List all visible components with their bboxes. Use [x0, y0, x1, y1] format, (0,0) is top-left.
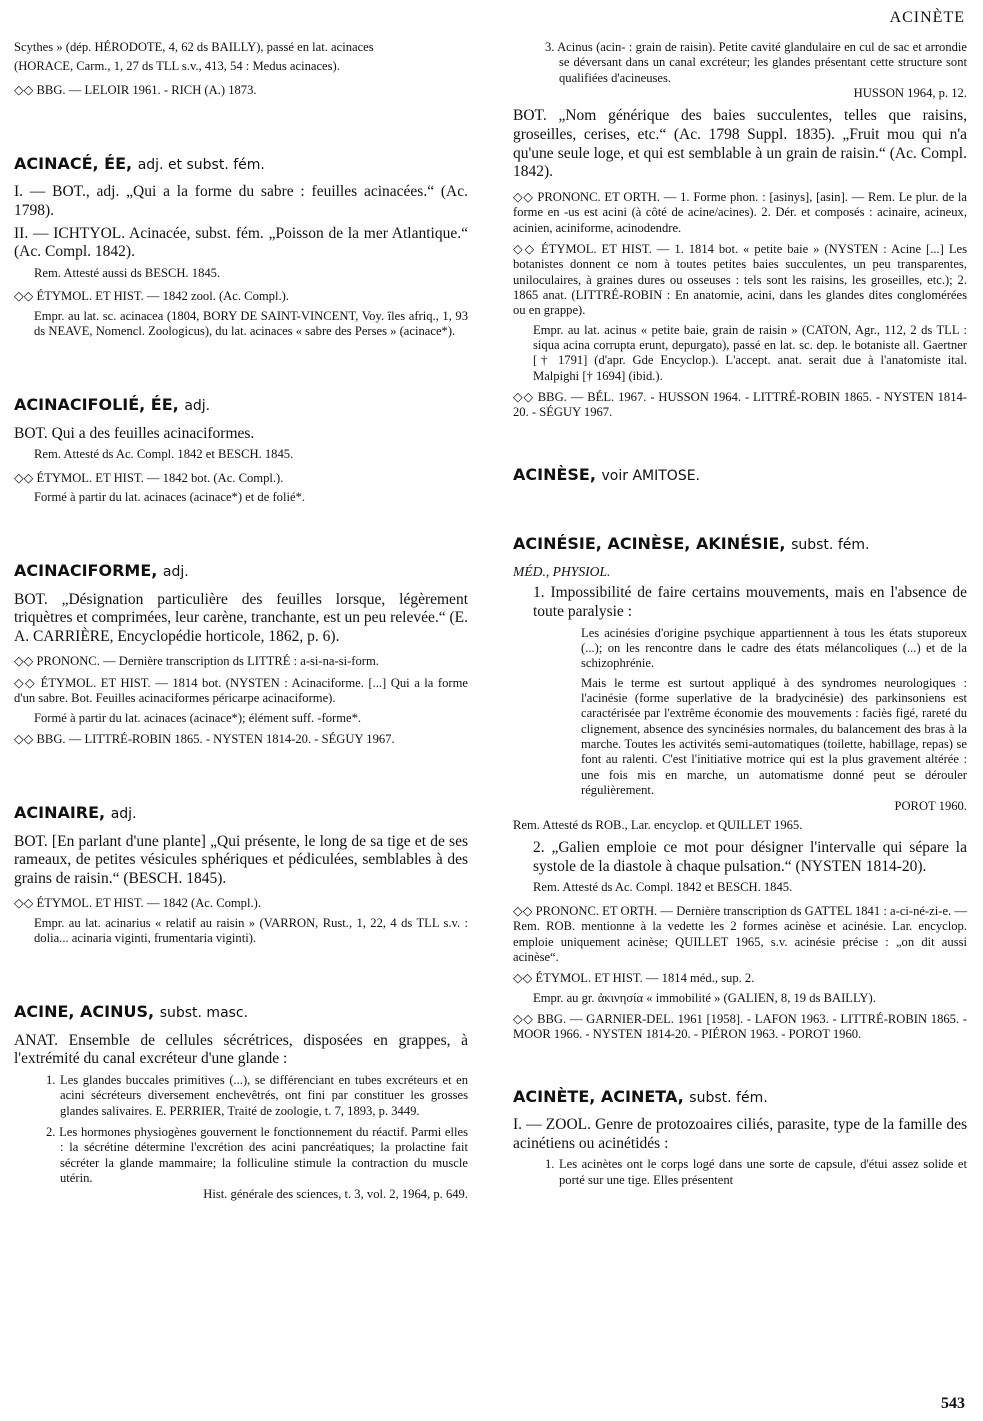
headword: ACINACIFORME, [14, 561, 158, 581]
paragraph: Scythes » (dép. HÉRODOTE, 4, 62 ds BAILLY), passé en lat. acinaces [14, 40, 374, 54]
grammar-label: subst. fém. [689, 1089, 768, 1106]
grammar-label: subst. masc. [159, 1005, 249, 1022]
etymology: ◇◇ ÉTYMOL. ET HIST. — 1. 1814 bot. « petite baie » (NYSTEN : Acine [...] Les botanistes donnent ce nom à toutes petites baies succulentes, un peu transparentes, uniloculaires, à graines dures ou osseuses : tels sont les raisins, les groseilles, etc.); 2. 1865 anat. (LITTRÉ-ROBIN : En anatomie, acini, dans les glandes dites conglomérées ou en grappe). [513, 241, 967, 318]
citation-source: POROT 1960. [894, 798, 967, 813]
definition: I. — BOT., adj. „Qui a la forme du sabre : feuilles acinacées.“ (Ac. 1798). [14, 183, 468, 220]
definition: BOT. „Nom générique des baies succulentes, telles que raisins, groseilles, cerises, etc.“ (Ac. 1798 Suppl. 1835). „Fruit mou qui n'a qu'une seule loge, et qui est semblable à un grain de raisin.“ (Ac. Compl. 1842). [513, 107, 967, 181]
entry-headword [513, 534, 967, 554]
bibliography: ◇◇ BBG. — GARNIER-DEL. 1961 [1958]. - LAFON 1963. - LITTRÉ-ROBIN 1865. - MOOR 1966. - NYSTEN 1814-20. - PIÉRON 1963. - POROT 1960. [513, 1011, 967, 1042]
definition: I. — ZOOL. Genre de protozoaires ciliés, parasite, type de la famille des acinétiens ou acinétidés : [513, 1116, 967, 1152]
entry-headword [14, 395, 468, 415]
definition: 2. „Galien emploie ce mot pour désigner l'intervalle qui sépare la systole de la diastole à chaque pulsation.“ (NYSTEN 1814-20). [533, 839, 967, 875]
citation: 3. Acinus (acin- : grain de raisin). Petite cavité glandulaire en cul de sac et arrondie se déversant dans un canal excréteur; les glandes présentant cette structure sont qualifiées d'acineuses. [545, 40, 967, 85]
headword: ACINE, ACINUS, [14, 1002, 155, 1022]
entry-headword [14, 1002, 468, 1022]
headword: ACINÈSE, [513, 464, 596, 484]
entry-headword [513, 1087, 967, 1107]
citation-source: HUSSON 1964, p. 12. [853, 86, 967, 101]
citation: 1. Les acinètes ont le corps logé dans une sorte de capsule, d'étui assez solide et porté sur une tige. Elles présentent [545, 1157, 967, 1187]
page-number: 543 [941, 1395, 965, 1412]
cross-reference: voir AMITOSE. [601, 467, 701, 484]
etymology: ◇◇ ÉTYMOL. ET HIST. — 1842 zool. (Ac. Compl.). [14, 289, 289, 304]
remark: Rem. Attesté aussi ds BESCH. 1845. [34, 265, 221, 280]
grammar-label: adj. et subst. fém. [137, 157, 265, 174]
headword: ACINÉSIE, ACINÈSE, AKINÉSIE, [513, 534, 786, 554]
definition: II. — ICHTYOL. Acinacée, subst. fém. „Poisson de la mer Atlantique.“ (Ac. Compl. 1842). [14, 224, 468, 261]
citation: 1. Les glandes buccales primitives (...), se différenciant en tubes excréteurs et en acini sécréteurs diversement enchevêtrés, ont fini par constituer les grosses glandes salivaires. E. PERRIER, Traité de zoologie, t. 7, 1893, p. 3449. [46, 1072, 468, 1118]
etymology-body: Empr. au gr. ἀκινησία « immobilité » (GALIEN, 8, 19 ds BAILLY). [533, 990, 876, 1005]
left-column [14, 40, 468, 1208]
etymology-body: Formé à partir du lat. acinaces (acinace*); élément suff. -forme*. [34, 710, 362, 725]
etymology: ◇◇ ÉTYMOL. ET HIST. — 1814 bot. (NYSTEN : Acinaciforme. [...] Qui a la forme d'un sabre. Bot. Feuilles acinaciformes péricarpe acinaciforme). [14, 675, 468, 706]
grammar-label: adj. [184, 398, 211, 415]
grammar-label: subst. fém. [791, 537, 870, 554]
etymology: ◇◇ ÉTYMOL. ET HIST. — 1842 (Ac. Compl.). [14, 896, 261, 911]
pronunciation: ◇◇ PRONONC. ET ORTH. — Dernière transcription ds GATTEL 1841 : a-ci-né-zi-e. — Rem. ROB. mentionne à la vedette les 2 formes acinèse et acinésie. Lar. encyclop. emploie uniquement acinèse; QUILLET 1965, s.v. acinésie précise : „on dit aussi acinèse“. [513, 903, 967, 964]
etymology: ◇◇ ÉTYMOL. ET HIST. — 1814 méd., sup. 2. [513, 971, 755, 986]
citation: Mais le terme est surtout appliqué à des syndromes neurologiques : l'acinésie (forme superlative de la bradycinésie) des parkinsoniens est caractérisée par l'extrême économie des mouvements : faciès figé, rareté du clignement, absence des syncinésies normales, du balancement des bras à la marche. Toutes les activités semi-automatiques (toilette, habillage, repas) se font au ralenti. C'est l'initiative motrice qui est la plus gravement altérée : une fois mis en marche, un automatisme donné peut se dérouler régulièrement. [581, 675, 967, 798]
pronunciation: ◇◇ PRONONC. — Dernière transcription ds LITTRÉ : a-si-na-si-form. [14, 654, 379, 669]
bibliography: ◇◇ BBG. — BÉL. 1967. - HUSSON 1964. - LITTRÉ-ROBIN 1865. - NYSTEN 1814-20. - SÉGUY 1967. [513, 390, 967, 420]
bibliography: ◇◇ BBG. — LELOIR 1961. - RICH (A.) 1873. [14, 82, 257, 97]
etymology-body: Formé à partir du lat. acinaces (acinace*) et de folié*. [34, 489, 305, 504]
citation: 2. Les hormones physiogènes gouvernent le fonctionnement du réactif. Parmi elles : la sécrétine détermine l'excrétion des acini pancréatiques; la prolactine fait sécréter la glande mammaire; la folliculine stimule la contraction du muscle utérin. [46, 1125, 468, 1186]
citation-source: Hist. générale des sciences, t. 3, vol. 2, 1964, p. 649. [203, 1186, 468, 1201]
entry-headword [14, 561, 468, 581]
etymology-body: Empr. au lat. acinarius « relatif au raisin » (VARRON, Rust., 1, 22, 4 ds TLL s.v. : dolia... acinaria viginti, frumentaria viginti). [34, 915, 468, 946]
headword: ACINAIRE, [14, 803, 106, 823]
entry-headword [14, 154, 468, 174]
grammar-label: adj. [162, 564, 189, 581]
headword: ACINACÉ, ÉE, [14, 154, 133, 174]
definition: ANAT. Ensemble de cellules sécrétrices, disposées en grappes, à l'extrémité du canal excréteur d'une glande : [14, 1031, 468, 1068]
headword: ACINÈTE, ACINETA, [513, 1086, 684, 1106]
definition: BOT. Qui a des feuilles acinaciformes. [14, 424, 255, 442]
pronunciation: ◇◇ PRONONC. ET ORTH. — 1. Forme phon. : [asinys], [asin]. — Rem. Le plur. de la forme en -us est acini (à côté de acine/acines). 2. Dér. et composés : acinaire, acineux, acinien, aciniforme, acinodendre. [513, 189, 967, 235]
etymology-body: Empr. au lat. acinus « petite baie, grain de raisin » (CATON, Agr., 112, 2 ds TLL : siqua acina corrupta erunt, depurgato), passé en lat. sc. dep. le botaniste all. Gaertner [† 1791] (d'apr. Gde Encyclop.). L'accept. anat. serait due à l'anatomiste ital. Malpighi [† 1694] (ibid.). [533, 322, 967, 383]
etymology: ◇◇ ÉTYMOL. ET HIST. — 1842 bot. (Ac. Compl.). [14, 470, 284, 485]
bibliography: ◇◇ BBG. — LITTRÉ-ROBIN 1865. - NYSTEN 1814-20. - SÉGUY 1967. [14, 731, 395, 746]
entry-headword [513, 465, 967, 485]
etymology-body: Empr. au lat. sc. acinacea (1804, BORY DE SAINT-VINCENT, Voy. îles afriq., 1, 93 ds NEAVE, Nomencl. Zoologicus), du lat. acinaces « sabre des Perses » (acinace*). [34, 308, 468, 338]
remark: Rem. Attesté ds ROB., Lar. encyclop. et QUILLET 1965. [513, 817, 803, 832]
entry-headword [14, 803, 468, 823]
citation: Les acinésies d'origine psychique appartiennent à tous les états stuporeux (...); on les rencontre dans le cadre des états mélancoliques (...) et de la schizophrénie. [581, 625, 967, 671]
definition: BOT. „Désignation particulière des feuilles lorsque, légèrement triquètres et comprimées, leur carène, tranchante, est un peu relevée.“ (E. A. CARRIÈRE, Encyclopédie horticole, 1862, p. 6). [14, 590, 469, 645]
running-head: ACINÈTE [889, 9, 965, 26]
definition: 1. Impossibilité de faire certains mouvements, mais en l'absence de toute paralysie : [533, 584, 967, 620]
headword: ACINACIFOLIÉ, ÉE, [14, 395, 179, 415]
remark: Rem. Attesté ds Ac. Compl. 1842 et BESCH. 1845. [34, 447, 294, 462]
right-column [513, 40, 967, 1194]
definition: BOT. [En parlant d'une plante] „Qui présente, le long de sa tige et de ses rameaux, de petites vésicules sphériques et pédiculées, semblables à des grains de raisin.“ (BESCH. 1845). [14, 832, 468, 887]
grammar-label: adj. [110, 806, 137, 823]
domain-label: MÉD., PHYSIOL. [513, 563, 611, 579]
remark: Rem. Attesté ds Ac. Compl. 1842 et BESCH. 1845. [533, 880, 793, 895]
paragraph: (HORACE, Carm., 1, 27 ds TLL s.v., 413, 54 : Medus acinaces). [14, 59, 340, 74]
